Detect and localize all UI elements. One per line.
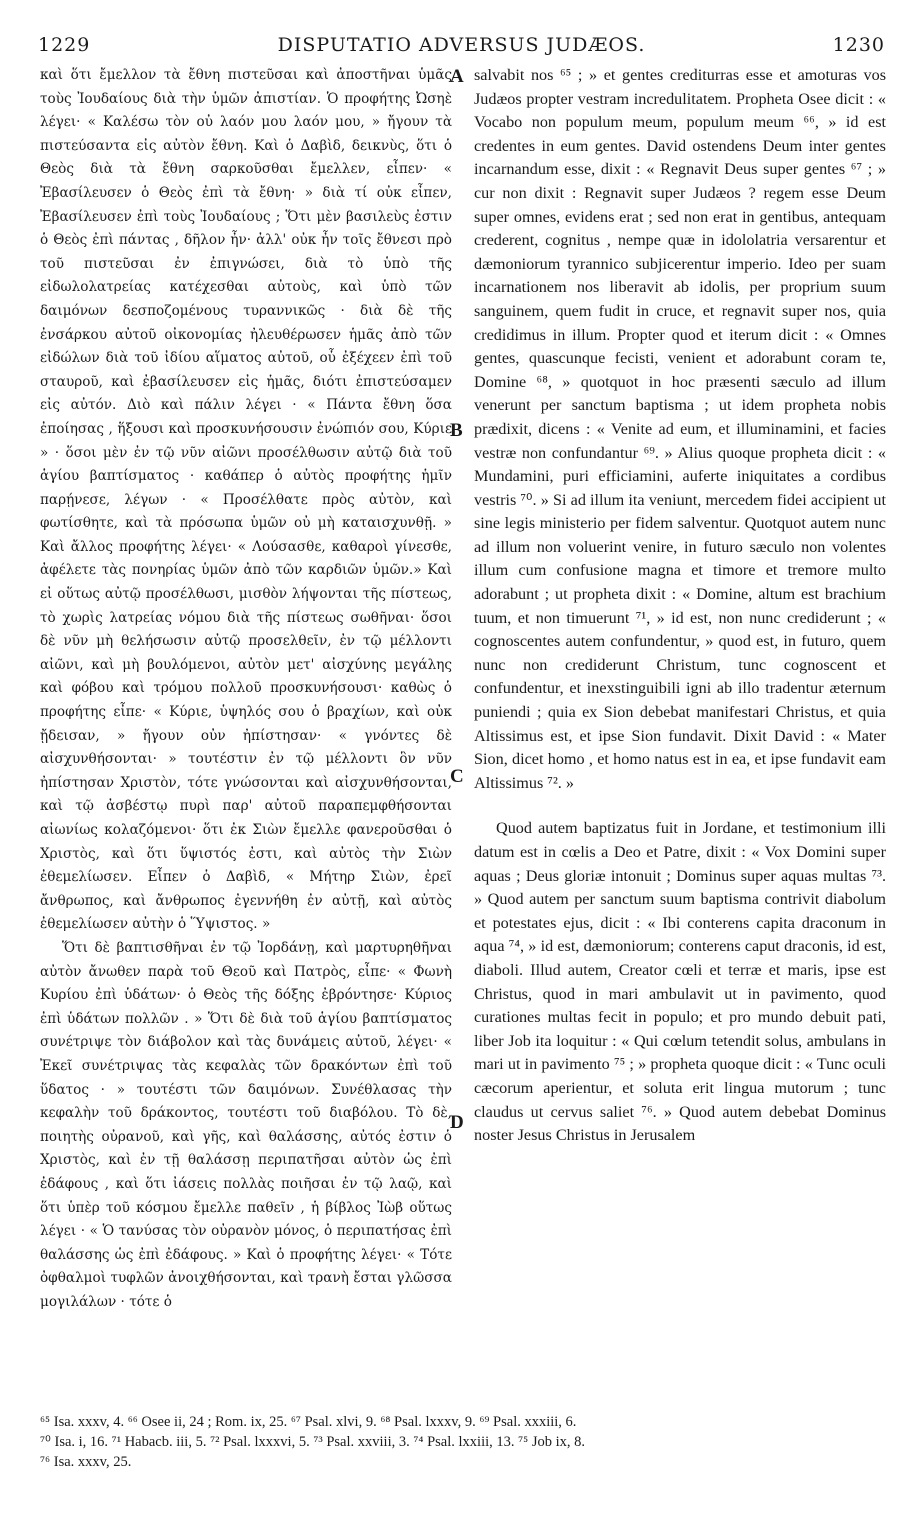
margin-marker-b: B: [450, 420, 463, 441]
footnotes: [40, 1412, 885, 1472]
greek-column: [40, 64, 452, 1314]
margin-marker-d: D: [450, 1112, 464, 1133]
running-header: [38, 34, 885, 62]
margin-marker-c: C: [450, 766, 464, 787]
right-page-number: 1230: [832, 34, 885, 56]
latin-paragraph-1: salvabit nos ⁶⁵ ; » et gentes crediturras esse et amoturas vos Judæos propter vestram incredulitatem. Propheta Osee dicit : « Vocabo non populum meum, populum meum ⁶⁶, » id est credentes in eum gentes. David ostendens Deum inter gentes incarnandum esse, dixit : « Regnavit Deus super gentes ⁶⁷ ; » cur non dixit : Regnavit super Judæos ? regem esse Deum super omnes, evidens erat ; sed non erat in gentibus, antequam crederent, cognitus , nempe quæ in idololatria versarentur et dæmoniorum tyrannico subjicerentur imperio. Ideo per suam incarnationem nos liberavit ab idolis, per proprium suum sanguinem, quem fudit in cruce, et regnavit super nos, quia credidimus in illum. Propter quod et iterum dicit : « Omnes gentes, quascunque fecisti, venient et adorabunt coram te, Domine ⁶⁸, » quotquot in hoc præsenti sæculo ad illum venerunt per sanctum baptisma ; ut idem propheta nobis prædixit, dicens : « Venite ad eum, et illuminamini, et facies vestræ non confundantur ⁶⁹. » Alius quoque propheta dicit : « Mundamini, puri efficiamini, auferte iniquitates a cordibus vestris ⁷⁰. » Si ad illum ita veniunt, mercedem fidei accipient ut sine legis ministerio per fidem salventur. Quotquot autem nunc ad illum non voluerint venire, in futuro sæculo non volentes illum cum confusione magna et timore et tremore multo adorabunt ; ut propheta dixit : « Domine, altum est brachium tuum, et non timuerunt ⁷¹, » id est, non nunc crediderunt ; « cognoscentes autem confundentur, » quod est, in futuro, quem nunc non crediderunt Christum, tunc cognoscent et confundentur, et inexstinguibili igni ab illo tradentur æternum puniendi ; quia ex Sion debebat manifestari Christus, et quia Altissimus est, et ipse Sion fundavit. Dixit David : « Mater Sion, dicet homo , et homo natus est in ea, et ipse fundavit eam Altissimus ⁷². »: [474, 66, 886, 792]
footnote-line: ⁶⁵ Isa. xxxv, 4. ⁶⁶ Osee ii, 24 ; Rom. ix, 25. ⁶⁷ Psal. xlvi, 9. ⁶⁸ Psal. lxxxv, 9. ⁶⁹ Psal. xxxiii, 6.: [40, 1414, 577, 1430]
footnote-line: ⁷⁶ Isa. xxxv, 25.: [40, 1454, 132, 1470]
greek-paragraph-2: Ὅτι δὲ βαπτισθῆναι ἐν τῷ Ἰορδάνῃ, καὶ μαρτυρηθῆναι αὐτὸν ἄνωθεν παρὰ τοῦ Θεοῦ καὶ Πατρὸς, εἶπε· « Φωνὴ Κυρίου ἐπὶ ὑδάτων· ὁ Θεὸς τῆς δόξης ἐβρόντησε· Κύριος ἐπὶ ὑδάτων πολλῶν . » Ὅτι δὲ διὰ τοῦ ἁγίου βαπτίσματος συνέτριψε τὸν διάβολον καὶ τὰς δυνάμεις αὐτοῦ, λέγει· « Ἐκεῖ συνέτριψας τὰς κεφαλὰς τῶν δρακόντων ἐπὶ τοῦ ὕδατος · » τουτέστι τῶν δαιμόνων. Συνέθλασας τὴν κεφαλὴν τοῦ δράκοντος, τουτέστι τοῦ διαβόλου. Τὸ δὲ, ποιητὴς οὐρανοῦ, καὶ γῆς, καὶ θαλάσσης, αὐτός ἐστιν ὁ Χριστὸς, καὶ ἐν τῇ θαλάσσῃ περιπατῆσαι αὐτὸν ὡς ἐπὶ ἐδάφους , καὶ ὅτι ἰάσεις πολλὰς ποιῆσαι ἐν τῷ λαῷ, καὶ ὅτι ὑπὲρ τοῦ κόσμου ἔμελλε παθεῖν , ἡ βίβλος Ἰὼβ οὕτως λέγει · « Ὁ τανύσας τὸν οὐρανὸν μόνος, ὁ περιπατήσας ἐπὶ θαλάσσης ὡς ἐπὶ ἐδάφους. » Καὶ ὁ προφήτης λέγει· « Τότε ὀφθαλμοὶ τυφλῶν ἀνοιχθήσονται, καὶ τρανὴ ἔσται γλῶσσα μογιλάλων · τότε ὁ: [40, 939, 452, 1310]
latin-column: [474, 64, 886, 1148]
running-title: DISPUTATIO ADVERSUS JUDÆOS.: [277, 34, 646, 56]
greek-paragraph-1: καὶ ὅτι ἔμελλον τὰ ἔθνη πιστεῦσαι καὶ ἀποστῆναι ὑμᾶς τοὺς Ἰουδαίους διὰ τὴν ὑμῶν ἀπιστίαν. Ὁ προφήτης Ὠσηὲ λέγει· « Καλέσω τὸν οὐ λαόν μου λαόν μου, » ἤγουν τὰ πιστεύσαντα εἰς αὐτὸν ἔθνη. Καὶ ὁ Δαβὶδ, δεικνὺς, ὅτι ὁ Θεὸς διὰ τὰ ἔθνη σαρκοῦσθαι ἔμελλεν, εἶπεν· « Ἐβασίλευσεν ὁ Θεὸς ἐπὶ τὰ ἔθνη· » διὰ τί οὐκ εἶπεν, Ἐβασίλευσεν ἐπὶ τοὺς Ἰουδαίους ; Ὅτι μὲν βασιλεὺς ἐστιν ὁ Θεὸς ἐπὶ πάντας , δῆλον ἦν· ἀλλ' οὐκ ἦν τοῖς ἔθνεσι πρὸ τοῦ πιστεῦσαι ἐν ἐπιγνώσει, διὰ τὸ ὑπὸ τῆς εἰδωλολατρείας κατέχεσθαι αὐτοὺς, καὶ ὑπὸ τῶν δαιμόνων δεσποζομένους τυραννικῶς · διὰ δὲ τῆς ἐνσάρκου αὐτοῦ οἰκονομίας ἠλευθέρωσεν ἡμᾶς ἀπὸ τῶν εἰδώλων διὰ τοῦ ἰδίου αἵματος αὐτοῦ, οὗ ἐξέχεεν ἐπὶ τοῦ σταυροῦ, καὶ ἐβασίλευσεν εἰς ἡμᾶς, διότι ἐπιστεύσαμεν εἰς αὐτόν. Διὸ καὶ πάλιν λέγει · « Πάντα ἔθνη ὅσα ἐποίησας , ἥξουσι καὶ προσκυνήσουσιν ἐνώπιόν σου, Κύριε » · ὅσοι μὲν ἐν τῷ νῦν αἰῶνι προσέλθωσιν αὐτῷ διὰ τοῦ ἁγίου βαπτίσματος · καθάπερ ὁ αὐτὸς προφήτης ἡμῖν παρῄνεσε, λέγων · « Προσέλθατε πρὸς αὐτὸν, καὶ φωτίσθητε, καὶ τὰ πρόσωπα ὑμῶν οὐ μὴ καταισχυνθῇ. » Καὶ ἄλλος προφήτης λέγει· « Λούσασθε, καθαροὶ γίνεσθε, ἀφέλετε τὰς πονηρίας ὑμῶν ἀπὸ τῶν καρδιῶν ὑμῶν.» Καὶ εἰ οὕτως αὐτῷ προσέλθωσι, μισθὸν λήψονται τῆς πίστεως, τὸ χωρὶς λατρείας νόμου διὰ τῆς πίστεως σωθῆναι· ὅσοι δὲ νῦν μὴ θελήσωσιν αὐτῷ προσελθεῖν, ἐν τῷ μέλλοντι αἰῶνι, καὶ μὴ βουλόμενοι, αὐτὸν μετ' αἰσχύνης μεγάλης καὶ φόβου καὶ τρόμου πολλοῦ προσκυνήσουσι· καθὼς ὁ προφήτης εἶπε· « Κύριε, ὑψηλός σου ὁ βραχίων, καὶ οὐκ ᾔδεισαν, » ἤγουν οὐν ἠπίστησαν· « γνόντες δὲ αἰσχυνθήσονται· » τουτέστιν ἐν τῷ μέλλοντι ὃν νῦν ἠπίστησαν Χριστὸν, τότε γνώσονται καὶ αἰσχυνθήσονται, καὶ τῷ ἀσβέστῳ πυρὶ παρ' αὐτοῦ παραπεμφθήσονται αἰωνίως κολαζόμενοι· ὅτι ἐκ Σιὼν ἔμελλε φανεροῦσθαι ὁ Χριστὸς, καὶ ὅτι ὕψιστός ἐστι, καὶ αὐτὸς τὴν Σιὼν ἐθεμελίωσεν. Εἶπεν ὁ Δαβὶδ, « Μήτηρ Σιὼν, ἐρεῖ ἄνθρωπος, καὶ ἄνθρωπος ἐγεννήθη ἐν αὐτῇ, καὶ αὐτὸς ἐθεμελίωσεν αὐτὴν ὁ Ὕψιστος. »: [40, 67, 452, 933]
left-page-number: 1229: [38, 34, 91, 56]
latin-paragraph-2: Quod autem baptizatus fuit in Jordane, et testimonium illi datum est in cœlis a Deo et Patre, dixit : « Vox Domini super aquas ; Deus gloriæ intonuit ; Dominus super aquas multas ⁷³. » Quod autem per sanctum suum baptisma contrivit diabolum et potestates ejus, dicit : « Ibi conterens capita draconum in aqua ⁷⁴, » id est, dæmoniorum; conterens caput draconis, id est, diaboli. Illud autem, Creator cœli et terræ et maris, ipse est Christus, quod in mari ambulavit ut in pavimento, quod curationes multas fecit in populo; et pro mundo debuit pati, liber Job ita loquitur : « Qui cœlum tetendit solus, ambulans in mari ut in pavimento ⁷⁵ ; » propheta quoque dicit : « Tunc oculi cæcorum aperientur, et soluta erit lingua mutorum ; tunc claudus ut cervus saliet ⁷⁶. » Quod autem debebat Dominus noster Jesus Christus in Jerusalem: [474, 819, 886, 1145]
margin-marker-a: A: [450, 66, 464, 87]
footnote-line: ⁷⁰ Isa. i, 16. ⁷¹ Habacb. iii, 5. ⁷² Psal. lxxxvi, 5. ⁷³ Psal. xxviii, 3. ⁷⁴ Psal. lxxiii, 13. ⁷⁵ Job ix, 8.: [40, 1434, 586, 1450]
